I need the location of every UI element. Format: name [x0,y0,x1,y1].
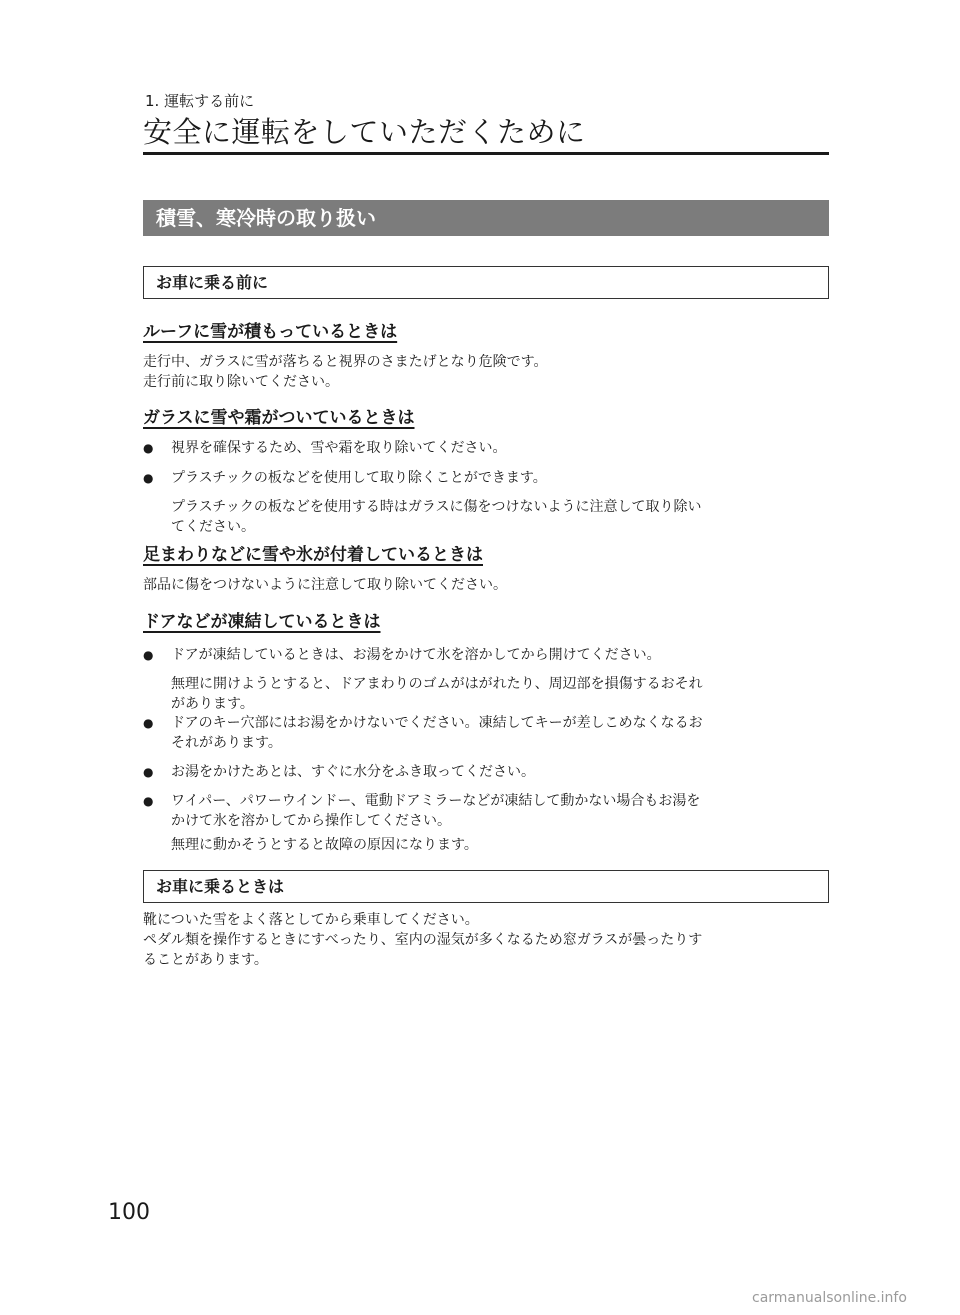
bullet-line: かけて氷を溶かしてから操作してください。 [171,813,451,829]
section-heading: 積雪、寒冷時の取り扱い [143,200,829,236]
bullet-line: ワイパー、パワーウインドー、電動ドアミラーなどが凍結して動かない場合もお湯を [171,793,701,809]
bullet-icon: ● [143,716,154,730]
bullet-line: それがあります。 [171,735,282,751]
bullet-text [171,468,831,537]
underbody-paragraph [143,575,833,595]
chapter-label: 1. 運転する前に [145,92,255,110]
bullet-line: プラスチックの板などを使用して取り除くことができます。 [171,470,547,486]
bullet-line: 視界を確保するため、雪や霜を取り除いてください。 [171,440,507,456]
bullet-icon: ● [143,794,154,808]
paragraph-line: 部品に傷をつけないように注意して取り除いてください。 [143,577,507,593]
paragraph-line: 靴についた雪をよく落としてから乗車してください。 [143,912,479,928]
bullet-line: があります。 [171,696,254,712]
paragraph-line: ペダル類を操作するときにすべったり、室内の湿気が多くなるため窓ガラスが曇ったりす [143,932,703,948]
bullet-line: プラスチックの板などを使用する時はガラスに傷をつけないように注意して取り除い [171,499,702,515]
title-divider [143,152,829,155]
bullet-line: ドアのキー穴部にはお湯をかけないでください。凍結してキーが差しこめなくなるお [171,715,703,731]
bullet-line: 無理に動かそうとすると故障の原因になります。 [171,837,478,853]
bullet-text [171,713,831,753]
bullet-text [171,762,831,782]
bullet-text [171,438,831,458]
bullet-line: お湯をかけたあとは、すぐに水分をふき取ってください。 [171,764,535,780]
bullet-line: 無理に開けようとすると、ドアまわりのゴムがはがれたり、周辺部を損傷するおそれ [171,676,703,692]
page-title: 安全に運転をしていただくために [143,115,586,149]
topic-heading-roof: ルーフに雪が積もっているときは [143,322,398,342]
bullet-icon: ● [143,441,154,455]
bullet-text [171,645,831,714]
page-number: 100 [108,1200,150,1225]
topic-heading-glass: ガラスに雪や霜がついているときは [143,408,415,428]
topic-heading-underbody: 足まわりなどに雪や氷が付着しているときは [143,545,483,565]
roof-paragraph [143,352,833,392]
subsection-before-boarding: お車に乗る前に [143,266,829,299]
bullet-icon: ● [143,471,154,485]
bullet-icon: ● [143,648,154,662]
bullet-line: てください。 [171,519,255,535]
watermark: carmanualsonline.info [752,1290,907,1306]
boarding-paragraph [143,910,833,970]
bullet-line: ドアが凍結しているときは、お湯をかけて氷を溶かしてから開けてください。 [171,647,661,663]
bullet-icon: ● [143,765,154,779]
bullet-text [171,791,831,855]
paragraph-line: 走行中、ガラスに雪が落ちると視界のさまたげとなり危険です。 [143,354,548,370]
paragraph-line: 走行前に取り除いてください。 [143,374,339,390]
subsection-when-boarding: お車に乗るときは [143,870,829,903]
topic-heading-door: ドアなどが凍結しているときは [143,612,381,632]
paragraph-line: ることがあります。 [143,952,268,968]
